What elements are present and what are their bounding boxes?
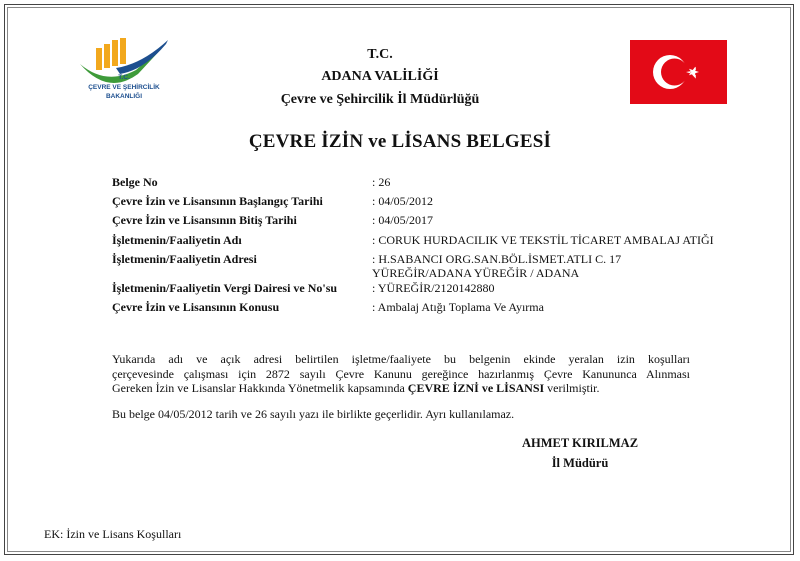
body-paragraph-line3 (112, 381, 690, 396)
ministry-logo-line1: ÇEVRE VE ŞEHİRCİLİK (88, 84, 160, 91)
field-value-business-name: : CORUK HURDACILIK VE TEKSTİL TİCARET AMBALAJ ATIĞI (372, 233, 714, 247)
ministry-logo-tc: T.C. (118, 74, 130, 81)
permit-emphasis: ÇEVRE İZNİ ve LİSANSI (407, 381, 545, 395)
field-label-belge-no: Belge No (112, 175, 158, 189)
validity-note: Bu belge 04/05/2012 tarih ve 26 sayılı yazı ile birlikte geçerlidir. Ayrı kullanılamaz. (112, 407, 515, 421)
header-directorate: Çevre ve Şehircilik İl Müdürlüğü (280, 92, 480, 107)
field-label-end-date: Çevre İzin ve Lisansının Bitiş Tarihi (112, 213, 297, 227)
field-value-subject: : Ambalaj Atığı Toplama Ve Ayırma (372, 300, 544, 314)
body-paragraph-line3-start: Gereken İzin ve Lisanslar Hakkında Yönetmelik kapsamında (112, 381, 408, 395)
attachment-note: EK: İzin ve Lisans Koşulları (44, 527, 182, 541)
field-label-tax-office: İşletmenin/Faaliyetin Vergi Dairesi ve No'su (112, 281, 338, 295)
field-value-address-line2: YÜREĞİR/ADANA YÜREĞİR / ADANA (372, 266, 580, 280)
body-paragraph-line1: Yukarıda adı ve açık adresi belirtilen işletme/faaliyete bu belgenin ekinde yeralan izin koşulları (112, 352, 690, 366)
body-paragraph-line3-end: verilmiştir. (544, 381, 600, 395)
field-label-subject: Çevre İzin ve Lisansının Konusu (112, 300, 280, 314)
signatory-name: AHMET KIRILMAZ (521, 436, 639, 450)
turkish-flag (630, 40, 727, 104)
field-value-end-date: : 04/05/2017 (372, 213, 434, 227)
field-value-belge-no: : 26 (372, 175, 391, 189)
field-label-start-date: Çevre İzin ve Lisansının Başlangıç Tarihi (112, 194, 323, 208)
document-title: ÇEVRE İZİN ve LİSANS BELGESİ (248, 131, 552, 152)
body-paragraph-line2: çerçevesinde çalışması için 2872 sayılı Çevre Kanunu gereğince hazırlanmış Çevre Kanununca Alınması (112, 366, 690, 381)
ministry-logo-line2: BAKANLIĞI (105, 93, 143, 100)
field-value-tax-office: : YÜREĞİR/2120142880 (372, 281, 495, 295)
header-governorship: ADANA VALİLİĞİ (321, 69, 439, 84)
field-label-address: İşletmenin/Faaliyetin Adresi (112, 252, 257, 266)
field-label-business-name: İşletmenin/Faaliyetin Adı (112, 233, 242, 247)
body-paragraph (112, 352, 690, 396)
field-value-address: : H.SABANCI ORG.SAN.BÖL.İSMET.ATLI C. 17 (372, 252, 622, 266)
field-value-start-date: : 04/05/2012 (372, 194, 434, 208)
header-tc: T.C. (367, 47, 393, 62)
signatory-title: İl Müdürü (551, 456, 609, 470)
ministry-logo (76, 34, 172, 114)
crescent-star-icon (630, 40, 727, 104)
